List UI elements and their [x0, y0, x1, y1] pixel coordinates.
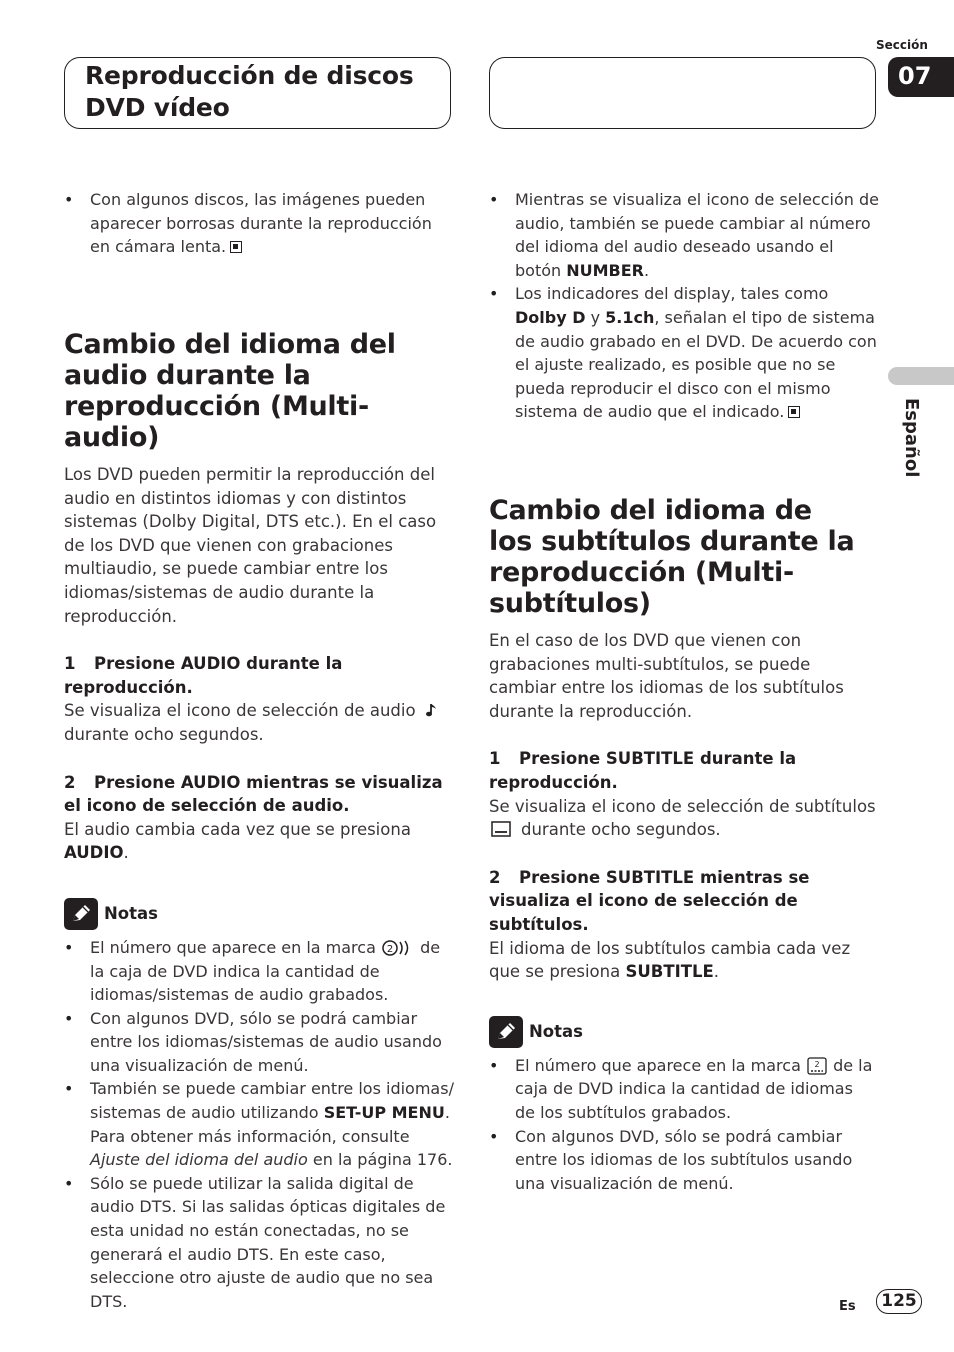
svg-text:2: 2: [814, 1059, 820, 1069]
pencil-icon: [489, 1016, 523, 1048]
notes-title: Notas: [529, 1022, 583, 1042]
svg-text:2: 2: [386, 943, 394, 955]
list-item: • Con algunos DVD, sólo se podrá cambiar entre los idiomas de los subtítulos usando una visualización de menú.: [489, 1125, 874, 1196]
notes-header: [489, 1016, 879, 1048]
stop-icon: [230, 241, 242, 253]
header-empty-box: [489, 57, 876, 129]
notes-list: [489, 1054, 874, 1196]
section-label: Sección: [876, 38, 928, 52]
audio-count-mark-icon: [381, 939, 415, 957]
notes-list: [64, 936, 454, 1314]
section-heading-multi-audio: Cambio del idioma del audio durante la reproducción (Multi-audio): [64, 329, 396, 453]
list-item: • También se puede cambiar entre los idiomas/ sistemas de audio utilizando SET-UP MENU. Para obtener más información, consulte Ajuste del idioma del audio en la página 176.: [64, 1077, 454, 1171]
step-1-title: 1 Presione AUDIO durante la reproducción.: [64, 654, 343, 697]
right-bullet-list: [489, 188, 879, 424]
notes-header: [64, 898, 454, 930]
language-code: Es: [839, 1299, 856, 1314]
section-number-badge: 07: [888, 57, 954, 97]
page-header-title: Reproducción de discos DVD vídeo: [85, 61, 414, 122]
section-body: En el caso de los DVD que vienen con grabaciones multi-subtítulos, se puede cambiar entre los idiomas de los subtítulos durante la reproducción.: [489, 631, 844, 721]
list-item: • Mientras se visualiza el icono de selección de audio, también se puede cambiar al número del idioma del audio deseado usando el botón NUMBER.: [489, 188, 879, 282]
page-number: 125: [876, 1289, 922, 1314]
step-1-text: Se visualiza el icono de selección de subtítulos durante ocho segundos.: [489, 796, 876, 840]
step-2-text: El idioma de los subtítulos cambia cada vez que se presiona SUBTITLE.: [489, 938, 851, 982]
left-column: [64, 188, 454, 259]
section-body: Los DVD pueden permitir la reproducción del audio en distintos idiomas y con distintos sistemas (Dolby Digital, DTS etc.). En el caso de los DVD que vienen con grabaciones multiaudio, se puede cambiar entre los idiomas/sistemas de audio durante la reproducción.: [64, 465, 437, 626]
step-1-title: 1 Presione SUBTITLE durante la reproducción.: [489, 749, 797, 792]
language-side-label: Español: [901, 398, 922, 478]
list-item: • El número que aparece en la marca 2 de la caja de DVD indica la cantidad de idiomas de los subtítulos grabados.: [489, 1054, 874, 1125]
step-2-title: 2 Presione AUDIO mientras se visualiza el icono de selección de audio.: [64, 772, 443, 816]
subtitle-count-mark-icon: [806, 1057, 828, 1075]
notes-title: Notas: [104, 904, 158, 924]
list-item: • Los indicadores del display, tales como Dolby D y 5.1ch, señalan el tipo de sistema de audio grabado en el DVD. De acuerdo con el ajuste realizado, es posible que no se pueda reproducir el disco con el mismo sistema de audio que el indicado.: [489, 282, 879, 424]
left-section: [64, 329, 454, 1313]
header-title-box: [64, 57, 451, 129]
list-item: • Con algunos discos, las imágenes pueden aparecer borrosas durante la reproducción en cámara lenta.: [64, 188, 450, 259]
step-1-text: Se visualiza el icono de selección de audio durante ocho segundos.: [64, 699, 454, 746]
intro-bullet-list: [64, 188, 454, 259]
list-item: • El número que aparece en la marca 2 de la caja de DVD indica la cantidad de idiomas/sistemas de audio grabados.: [64, 936, 454, 1007]
list-item: • Sólo se puede utilizar la salida digital de audio DTS. Si las salidas ópticas digitales de esta unidad no están conectadas, no se generará el audio DTS. En este caso, seleccione otro ajuste de audio que no sea DTS.: [64, 1172, 454, 1314]
language-tab: [888, 367, 954, 385]
right-column: [489, 188, 879, 424]
pencil-icon: [64, 898, 98, 930]
right-section: [489, 495, 879, 1195]
step-2-title: 2 Presione SUBTITLE mientras se visualiza el icono de selección de subtítulos.: [489, 867, 810, 934]
section-heading-multi-subtitles: Cambio del idioma de los subtítulos durante la reproducción (Multi-subtítulos): [489, 495, 855, 619]
audio-note-icon: [425, 702, 439, 718]
step-2-text: El audio cambia cada vez que se presiona AUDIO.: [64, 819, 411, 863]
stop-icon: [788, 406, 800, 418]
list-item: • Con algunos DVD, sólo se podrá cambiar entre los idiomas/sistemas de audio usando una visualización de menú.: [64, 1007, 454, 1078]
subtitle-icon: [489, 821, 513, 837]
